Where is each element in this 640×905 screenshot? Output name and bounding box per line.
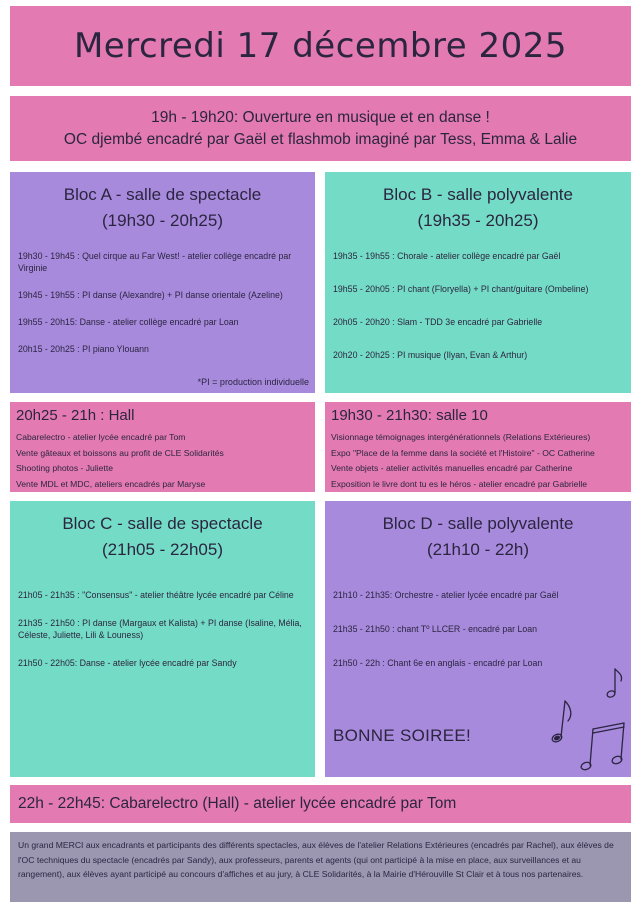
opening-banner [10, 96, 631, 161]
bloc-b-time: (19h35 - 20h25) [417, 211, 539, 230]
bloc-c-title: Bloc C - salle de spectacle [62, 514, 263, 533]
bloc-a-item: 19h30 - 19h45 : Quel cirque au Far West! - atelier collège encadré par Virginie [18, 251, 292, 273]
bloc-d-panel [325, 501, 631, 777]
hall-line: Vente gâteaux et boissons au profit de CLE Solidarités [16, 447, 224, 458]
page-title: Mercredi 17 décembre 2025 [73, 26, 568, 66]
thanks-text: Un grand MERCI aux encadrants et participants des différents spectacles, aux élèves de l'atelier Relations Extérieures (encadrés par Rachel), aux élèves de l'OC techniques du spectacle (encadrés par Sandy), aux professeurs, parents et agents (qui ont participé à la mise en place, aux surveillances et au rangement), aux élèves ayant participé au concours d'affiches et au jury, à CLE Solidarités, à la Mairie d'Hérouville St Clair et à tous nos partenaires. [18, 840, 614, 879]
bloc-b-title: Bloc B - salle polyvalente [383, 185, 573, 204]
hall-line: Shooting photos - Juliette [16, 463, 113, 473]
bloc-b-item: 19h55 - 20h05 : PI chant (Floryella) + PI chant/guitare (Ombeline) [333, 284, 589, 294]
pi-footnote: *PI = production individuelle [197, 377, 309, 387]
bloc-c-panel [10, 501, 315, 777]
salle-10-title: 19h30 - 21h30: salle 10 [331, 407, 488, 424]
music-notes-icon [531, 663, 627, 775]
bloc-c-time: (21h05 - 22h05) [102, 540, 223, 559]
bloc-c-item: 21h05 - 21h35 : "Consensus" - atelier théâtre lycée encadré par Céline [18, 590, 294, 600]
opening-line-1: 19h - 19h20: Ouverture en musique et en danse ! [151, 108, 490, 126]
salle-10-line: Exposition le livre dont tu es le héros - atelier encadré par Gabrielle [331, 478, 588, 489]
bloc-a-item: 19h45 - 19h55 : PI danse (Alexandre) + PI danse orientale (Azeline) [18, 290, 283, 300]
salle-10-line: Vente objets - atelier activités manuelles encadré par Catherine [331, 463, 573, 473]
hall-line: Vente MDL et MDC, ateliers encadrés par Maryse [16, 478, 206, 489]
bloc-b-item: 19h35 - 19h55 : Chorale - atelier collège encadré par Gaël [333, 251, 561, 261]
bloc-d-time: (21h10 - 22h) [426, 540, 530, 559]
salle-10-panel [325, 402, 631, 492]
bloc-a-time: (19h30 - 20h25) [102, 211, 223, 230]
hall-line: Cabarelectro - atelier lycée encadré par Tom [16, 432, 186, 442]
bloc-a-title: Bloc A - salle de spectacle [63, 185, 262, 204]
bloc-c-item: 21h50 - 22h05: Danse - atelier lycée encadré par Sandy [18, 658, 237, 668]
closing-message: BONNE SOIREE! [333, 726, 472, 745]
bloc-c-item: 21h35 - 21h50 : PI danse (Margaux et Kalista) + PI danse (Isaline, Mélia, Céleste, Juliette, Lili & Louness) [18, 618, 302, 640]
bloc-a-panel [10, 172, 315, 393]
bloc-a-item: 19h55 - 20h15: Danse - atelier collège encadré par Loan [18, 317, 239, 327]
bloc-b-item: 20h05 - 20h20 : Slam - TDD 3e encadré par Gabrielle [333, 317, 543, 327]
title-banner [10, 6, 631, 86]
opening-line-2: OC djembé encadré par Gaël et flashmob imaginé par Tess, Emma & Lalie [63, 130, 578, 148]
hall-title: 20h25 - 21h : Hall [16, 407, 135, 424]
bloc-d-item: 21h35 - 21h50 : chant Tº LLCER - encadré par Loan [333, 624, 538, 634]
salle-10-line: Visionnage témoignages intergénérationnels (Relations Extérieures) [331, 432, 591, 442]
hall-panel [10, 402, 315, 492]
salle-10-line: Expo "Place de la femme dans la société et l'Histoire" - OC Catherine [331, 447, 595, 458]
bloc-d-item: 21h50 - 22h : Chant 6e en anglais - encadré par Loan [333, 658, 543, 668]
bloc-b-item: 20h20 - 20h25 : PI musique (Ilyan, Evan & Arthur) [333, 350, 528, 360]
final-banner [10, 785, 631, 823]
bloc-d-item: 21h10 - 21h35: Orchestre - atelier lycée encadré par Gaël [333, 590, 559, 600]
bloc-d-title: Bloc D - salle polyvalente [382, 514, 574, 533]
bloc-a-item: 20h15 - 20h25 : PI piano Ylouann [18, 344, 149, 354]
final-event: 22h - 22h45: Cabarelectro (Hall) - atelier lycée encadré par Tom [18, 795, 457, 812]
thanks-panel [10, 832, 631, 902]
bloc-b-panel [325, 172, 631, 393]
